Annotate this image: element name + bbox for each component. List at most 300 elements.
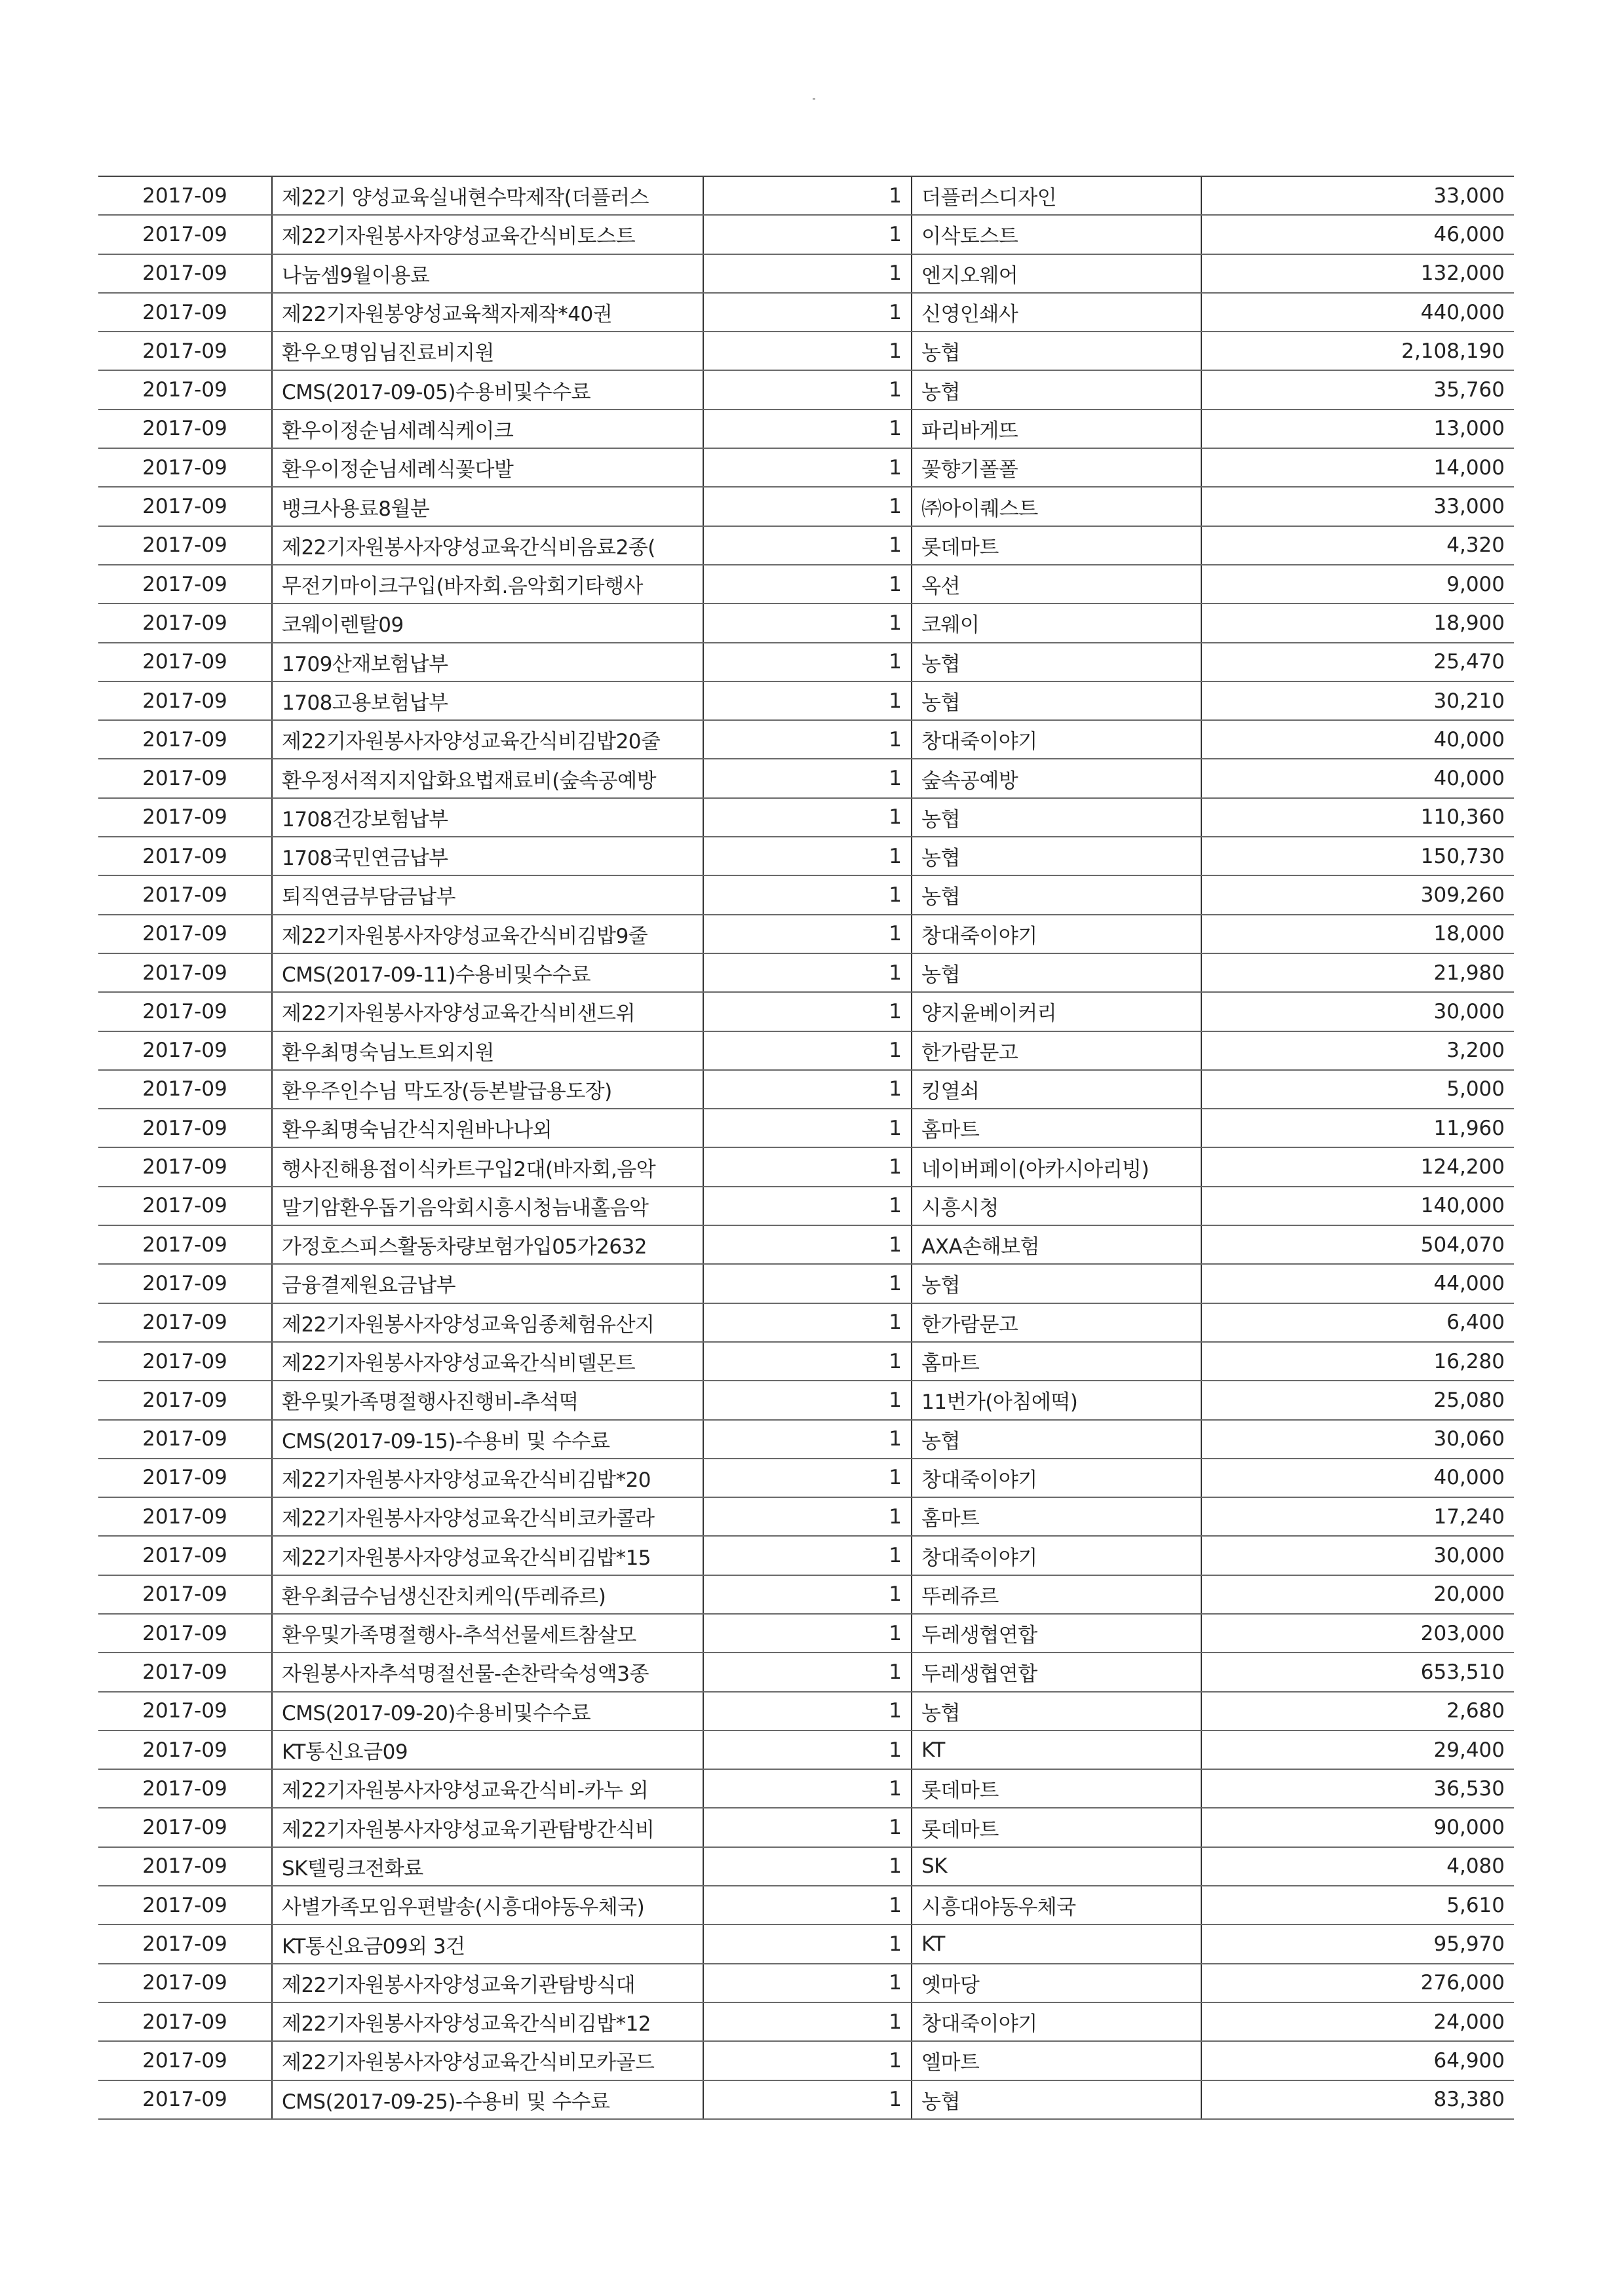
description-cell: 환우및가족명절행사-추석선물세트참살모 [272,1614,703,1653]
description-cell: 제22기자원봉사자양성교육간식비김밥20줄 [272,720,703,759]
quantity-cell: 1 [703,2080,912,2119]
month-cell: 2017-09 [98,1964,272,2002]
quantity-cell: 1 [703,1692,912,1731]
vendor-cell: 농협 [912,837,1201,875]
amount-cell: 504,070 [1201,1225,1514,1264]
amount-cell: 124,200 [1201,1147,1514,1186]
month-cell: 2017-09 [98,1225,272,1264]
amount-cell: 46,000 [1201,215,1514,254]
quantity-cell: 1 [703,487,912,526]
description-cell: 환우오명임님진료비지원 [272,332,703,370]
table-row [98,1575,1514,1614]
table-row [98,1808,1514,1846]
table-row [98,215,1514,254]
amount-cell: 36,530 [1201,1769,1514,1808]
description-cell: KT통신요금09 [272,1731,703,1769]
quantity-cell: 1 [703,254,912,293]
vendor-cell: 코웨이 [912,603,1201,642]
description-cell: 제22기자원봉사자양성교육간식비음료2종( [272,526,703,565]
vendor-cell: 농협 [912,370,1201,409]
month-cell: 2017-09 [98,1575,272,1614]
vendor-cell: 창대죽이야기 [912,1459,1201,1497]
vendor-cell: 숲속공예방 [912,759,1201,797]
quantity-cell: 1 [703,2041,912,2080]
vendor-cell: 농협 [912,332,1201,370]
description-cell: 환우최명숙님노트외지원 [272,1031,703,1070]
vendor-cell: 킹열쇠 [912,1070,1201,1109]
quantity-cell: 1 [703,1614,912,1653]
vendor-cell: 네이버페이(아카시아리빙) [912,1147,1201,1186]
month-cell: 2017-09 [98,293,272,332]
description-cell: 제22기자원봉사자양성교육간식비-카누 외 [272,1769,703,1808]
vendor-cell: 이삭토스트 [912,215,1201,254]
table-row [98,603,1514,642]
amount-cell: 150,730 [1201,837,1514,875]
quantity-cell: 1 [703,1342,912,1381]
amount-cell: 5,000 [1201,1070,1514,1109]
table-row [98,1614,1514,1653]
description-cell: 제22기자원봉사자양성교육간식비김밥*12 [272,2002,703,2041]
table-row [98,1536,1514,1575]
amount-cell: 20,000 [1201,1575,1514,1614]
month-cell: 2017-09 [98,1459,272,1497]
quantity-cell: 1 [703,1459,912,1497]
table-row [98,759,1514,797]
month-cell: 2017-09 [98,875,272,914]
quantity-cell: 1 [703,293,912,332]
amount-cell: 35,760 [1201,370,1514,409]
vendor-cell: 농협 [912,1420,1201,1459]
quantity-cell: 1 [703,992,912,1031]
vendor-cell: 홈마트 [912,1497,1201,1536]
vendor-cell: KT [912,1731,1201,1769]
amount-cell: 6,400 [1201,1303,1514,1342]
table-row [98,2080,1514,2119]
month-cell: 2017-09 [98,448,272,487]
vendor-cell: 뚜레쥬르 [912,1575,1201,1614]
quantity-cell: 1 [703,332,912,370]
description-cell: 제22기자원봉사자양성교육간식비김밥*20 [272,1459,703,1497]
table-row [98,1109,1514,1147]
amount-cell: 40,000 [1201,720,1514,759]
amount-cell: 30,000 [1201,992,1514,1031]
vendor-cell: 창대죽이야기 [912,720,1201,759]
vendor-cell: 홈마트 [912,1109,1201,1147]
vendor-cell: 양지윤베이커리 [912,992,1201,1031]
vendor-cell: 두레생협연합 [912,1614,1201,1653]
table-row [98,370,1514,409]
month-cell: 2017-09 [98,837,272,875]
month-cell: 2017-09 [98,1497,272,1536]
table-row [98,681,1514,720]
quantity-cell: 1 [703,1109,912,1147]
month-cell: 2017-09 [98,798,272,837]
description-cell: 제22기자원봉사자양성교육간식비김밥9줄 [272,915,703,953]
table-row [98,1342,1514,1381]
scan-speck [813,98,815,100]
quantity-cell: 1 [703,448,912,487]
quantity-cell: 1 [703,215,912,254]
quantity-cell: 1 [703,526,912,565]
month-cell: 2017-09 [98,1031,272,1070]
quantity-cell: 1 [703,720,912,759]
month-cell: 2017-09 [98,1187,272,1225]
description-cell: 환우및가족명절행사진행비-추석떡 [272,1381,703,1419]
amount-cell: 2,108,190 [1201,332,1514,370]
quantity-cell: 1 [703,798,912,837]
month-cell: 2017-09 [98,1147,272,1186]
amount-cell: 4,320 [1201,526,1514,565]
description-cell: SK텔링크전화료 [272,1847,703,1886]
month-cell: 2017-09 [98,603,272,642]
amount-cell: 4,080 [1201,1847,1514,1886]
table-row [98,2002,1514,2041]
description-cell: 환우최금수님생신잔치케익(뚜레쥬르) [272,1575,703,1614]
description-cell: 환우이정순님세례식케이크 [272,410,703,448]
vendor-cell: 한가람문고 [912,1303,1201,1342]
table-row [98,915,1514,953]
amount-cell: 33,000 [1201,487,1514,526]
month-cell: 2017-09 [98,681,272,720]
amount-cell: 21,980 [1201,953,1514,992]
vendor-cell: 농협 [912,643,1201,681]
month-cell: 2017-09 [98,1264,272,1303]
quantity-cell: 1 [703,953,912,992]
month-cell: 2017-09 [98,915,272,953]
quantity-cell: 1 [703,1225,912,1264]
month-cell: 2017-09 [98,1653,272,1691]
amount-cell: 2,680 [1201,1692,1514,1731]
table-row [98,1459,1514,1497]
description-cell: CMS(2017-09-15)-수용비 및 수수료 [272,1420,703,1459]
amount-cell: 40,000 [1201,1459,1514,1497]
month-cell: 2017-09 [98,1070,272,1109]
month-cell: 2017-09 [98,487,272,526]
month-cell: 2017-09 [98,1381,272,1419]
table-row [98,254,1514,293]
description-cell: 제22기자원봉사자양성교육간식비토스트 [272,215,703,254]
quantity-cell: 1 [703,1731,912,1769]
quantity-cell: 1 [703,1187,912,1225]
amount-cell: 309,260 [1201,875,1514,914]
description-cell: 자원봉사자추석명절선물-손찬락숙성액3종 [272,1653,703,1691]
amount-cell: 44,000 [1201,1264,1514,1303]
month-cell: 2017-09 [98,2080,272,2119]
description-cell: 1708건강보험납부 [272,798,703,837]
table-row [98,176,1514,215]
month-cell: 2017-09 [98,720,272,759]
table-row [98,1147,1514,1186]
vendor-cell: 두레생협연합 [912,1653,1201,1691]
quantity-cell: 1 [703,1420,912,1459]
quantity-cell: 1 [703,1147,912,1186]
quantity-cell: 1 [703,2002,912,2041]
table-row [98,1381,1514,1419]
amount-cell: 16,280 [1201,1342,1514,1381]
amount-cell: 653,510 [1201,1653,1514,1691]
quantity-cell: 1 [703,410,912,448]
amount-cell: 14,000 [1201,448,1514,487]
description-cell: 코웨이렌탈09 [272,603,703,642]
quantity-cell: 1 [703,875,912,914]
description-cell: 제22기자원봉사자양성교육간식비코카콜라 [272,1497,703,1536]
description-cell: 1708고용보험납부 [272,681,703,720]
description-cell: 환우주인수님 막도장(등본발급용도장) [272,1070,703,1109]
table-row [98,332,1514,370]
month-cell: 2017-09 [98,1808,272,1846]
table-row [98,1187,1514,1225]
table-row [98,1692,1514,1731]
amount-cell: 132,000 [1201,254,1514,293]
amount-cell: 83,380 [1201,2080,1514,2119]
table-row [98,720,1514,759]
table-row [98,1769,1514,1808]
description-cell: KT통신요금09외 3건 [272,1924,703,1963]
quantity-cell: 1 [703,370,912,409]
table-row [98,1225,1514,1264]
month-cell: 2017-09 [98,992,272,1031]
vendor-cell: 농협 [912,1264,1201,1303]
table-row [98,1886,1514,1924]
description-cell: 무전기마이크구입(바자회.음악회기타행사 [272,565,703,603]
description-cell: CMS(2017-09-05)수용비및수수료 [272,370,703,409]
amount-cell: 30,000 [1201,1536,1514,1575]
quantity-cell: 1 [703,1769,912,1808]
month-cell: 2017-09 [98,332,272,370]
table-row [98,1653,1514,1691]
table-row [98,2041,1514,2080]
table-row [98,837,1514,875]
month-cell: 2017-09 [98,953,272,992]
month-cell: 2017-09 [98,2002,272,2041]
quantity-cell: 1 [703,1847,912,1886]
vendor-cell: 홈마트 [912,1342,1201,1381]
vendor-cell: 옥션 [912,565,1201,603]
description-cell: 사별가족모임우편발송(시흥대야동우체국) [272,1886,703,1924]
amount-cell: 110,360 [1201,798,1514,837]
month-cell: 2017-09 [98,370,272,409]
amount-cell: 95,970 [1201,1924,1514,1963]
month-cell: 2017-09 [98,759,272,797]
amount-cell: 3,200 [1201,1031,1514,1070]
amount-cell: 18,900 [1201,603,1514,642]
amount-cell: 440,000 [1201,293,1514,332]
month-cell: 2017-09 [98,643,272,681]
description-cell: 제22기자원봉사자양성교육간식비샌드위 [272,992,703,1031]
table-row [98,526,1514,565]
quantity-cell: 1 [703,759,912,797]
vendor-cell: 농협 [912,1692,1201,1731]
description-cell: 1708국민연금납부 [272,837,703,875]
table-row [98,1497,1514,1536]
amount-cell: 17,240 [1201,1497,1514,1536]
quantity-cell: 1 [703,176,912,215]
table-row [98,1924,1514,1963]
quantity-cell: 1 [703,1924,912,1963]
description-cell: 가정호스피스활동차량보험가입05가2632 [272,1225,703,1264]
amount-cell: 9,000 [1201,565,1514,603]
month-cell: 2017-09 [98,1692,272,1731]
table-row [98,565,1514,603]
description-cell: 퇴직연금부담금납부 [272,875,703,914]
vendor-cell: 더플러스디자인 [912,176,1201,215]
description-cell: 금융결제원요금납부 [272,1264,703,1303]
amount-cell: 24,000 [1201,2002,1514,2041]
vendor-cell: 창대죽이야기 [912,2002,1201,2041]
quantity-cell: 1 [703,1070,912,1109]
description-cell: CMS(2017-09-11)수용비및수수료 [272,953,703,992]
quantity-cell: 1 [703,1381,912,1419]
description-cell: 환우정서적지지압화요법재료비(숲속공예방 [272,759,703,797]
quantity-cell: 1 [703,1575,912,1614]
vendor-cell: KT [912,1924,1201,1963]
amount-cell: 11,960 [1201,1109,1514,1147]
month-cell: 2017-09 [98,2041,272,2080]
table-row [98,953,1514,992]
table-row [98,487,1514,526]
description-cell: 말기암환우돕기음악회시흥시청늠내홀음악 [272,1187,703,1225]
table-row [98,992,1514,1031]
description-cell: 제22기자원봉사자양성교육간식비김밥*15 [272,1536,703,1575]
expense-ledger [98,176,1514,2120]
vendor-cell: 농협 [912,875,1201,914]
month-cell: 2017-09 [98,410,272,448]
quantity-cell: 1 [703,1653,912,1691]
description-cell: 제22기자원봉사자양성교육기관탐방간식비 [272,1808,703,1846]
month-cell: 2017-09 [98,1731,272,1769]
table-row [98,1731,1514,1769]
description-cell: CMS(2017-09-25)-수용비 및 수수료 [272,2080,703,2119]
vendor-cell: 농협 [912,798,1201,837]
month-cell: 2017-09 [98,1886,272,1924]
expense-table [98,176,1514,2120]
month-cell: 2017-09 [98,1614,272,1653]
amount-cell: 64,900 [1201,2041,1514,2080]
quantity-cell: 1 [703,643,912,681]
vendor-cell: 롯데마트 [912,1808,1201,1846]
table-row [98,1964,1514,2002]
table-row [98,875,1514,914]
vendor-cell: 롯데마트 [912,1769,1201,1808]
table-row [98,293,1514,332]
month-cell: 2017-09 [98,1109,272,1147]
quantity-cell: 1 [703,1303,912,1342]
table-row [98,643,1514,681]
vendor-cell: ㈜아이퀘스트 [912,487,1201,526]
vendor-cell: 농협 [912,2080,1201,2119]
month-cell: 2017-09 [98,1847,272,1886]
description-cell: 행사진해용접이식카트구입2대(바자회,음악 [272,1147,703,1186]
description-cell: CMS(2017-09-20)수용비및수수료 [272,1692,703,1731]
vendor-cell: 창대죽이야기 [912,1536,1201,1575]
amount-cell: 25,080 [1201,1381,1514,1419]
vendor-cell: 엘마트 [912,2041,1201,2080]
month-cell: 2017-09 [98,1342,272,1381]
quantity-cell: 1 [703,565,912,603]
vendor-cell: 엔지오웨어 [912,254,1201,293]
table-row [98,448,1514,487]
table-row [98,1264,1514,1303]
description-cell: 제22기자원봉사자양성교육간식비모카골드 [272,2041,703,2080]
expense-table-body [98,176,1514,2119]
vendor-cell: SK [912,1847,1201,1886]
quantity-cell: 1 [703,681,912,720]
quantity-cell: 1 [703,1886,912,1924]
vendor-cell: 11번가(아침에떡) [912,1381,1201,1419]
quantity-cell: 1 [703,1808,912,1846]
month-cell: 2017-09 [98,1303,272,1342]
table-row [98,410,1514,448]
vendor-cell: 꽃향기폴폴 [912,448,1201,487]
quantity-cell: 1 [703,1264,912,1303]
month-cell: 2017-09 [98,215,272,254]
table-row [98,1303,1514,1342]
table-row [98,1420,1514,1459]
amount-cell: 18,000 [1201,915,1514,953]
amount-cell: 140,000 [1201,1187,1514,1225]
table-row [98,1070,1514,1109]
description-cell: 나눔셈9월이용료 [272,254,703,293]
table-row [98,1031,1514,1070]
amount-cell: 5,610 [1201,1886,1514,1924]
description-cell: 제22기자원봉사자양성교육기관탐방식대 [272,1964,703,2002]
month-cell: 2017-09 [98,1924,272,1963]
amount-cell: 13,000 [1201,410,1514,448]
quantity-cell: 1 [703,1964,912,2002]
quantity-cell: 1 [703,1536,912,1575]
quantity-cell: 1 [703,1497,912,1536]
vendor-cell: 파리바게뜨 [912,410,1201,448]
table-row [98,798,1514,837]
vendor-cell: 한가람문고 [912,1031,1201,1070]
vendor-cell: 창대죽이야기 [912,915,1201,953]
description-cell: 뱅크사용료8월분 [272,487,703,526]
month-cell: 2017-09 [98,254,272,293]
description-cell: 환우이정순님세례식꽃다발 [272,448,703,487]
vendor-cell: 옛마당 [912,1964,1201,2002]
quantity-cell: 1 [703,837,912,875]
vendor-cell: 롯데마트 [912,526,1201,565]
amount-cell: 30,210 [1201,681,1514,720]
vendor-cell: 농협 [912,681,1201,720]
amount-cell: 33,000 [1201,176,1514,215]
month-cell: 2017-09 [98,526,272,565]
table-row [98,1847,1514,1886]
amount-cell: 25,470 [1201,643,1514,681]
month-cell: 2017-09 [98,176,272,215]
quantity-cell: 1 [703,603,912,642]
amount-cell: 40,000 [1201,759,1514,797]
vendor-cell: 시흥대야동우체국 [912,1886,1201,1924]
quantity-cell: 1 [703,1031,912,1070]
description-cell: 1709산재보험납부 [272,643,703,681]
amount-cell: 30,060 [1201,1420,1514,1459]
vendor-cell: 시흥시청 [912,1187,1201,1225]
description-cell: 제22기 양성교육실내현수막제작(더플러스 [272,176,703,215]
vendor-cell: 농협 [912,953,1201,992]
amount-cell: 203,000 [1201,1614,1514,1653]
month-cell: 2017-09 [98,565,272,603]
amount-cell: 276,000 [1201,1964,1514,2002]
description-cell: 제22기자원봉사자양성교육임종체험유산지 [272,1303,703,1342]
description-cell: 제22기자원봉양성교육책자제작*40권 [272,293,703,332]
amount-cell: 90,000 [1201,1808,1514,1846]
vendor-cell: AXA손해보험 [912,1225,1201,1264]
month-cell: 2017-09 [98,1420,272,1459]
month-cell: 2017-09 [98,1769,272,1808]
description-cell: 환우최명숙님간식지원바나나외 [272,1109,703,1147]
description-cell: 제22기자원봉사자양성교육간식비델몬트 [272,1342,703,1381]
